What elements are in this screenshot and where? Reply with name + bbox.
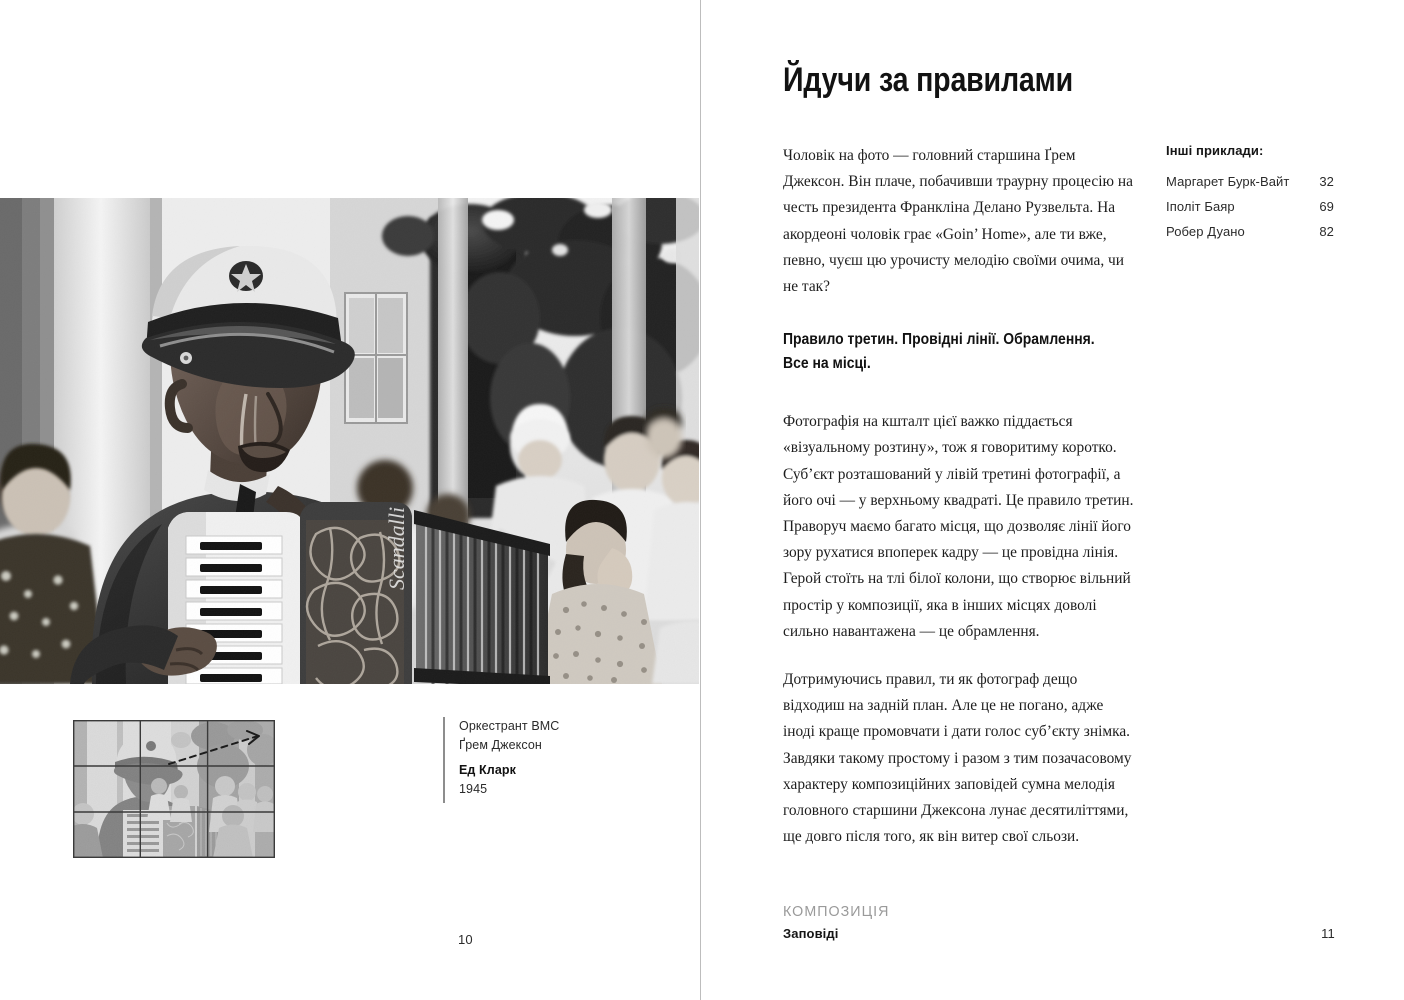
photograph-illustration: [0, 198, 699, 684]
related-example-page: 69: [1319, 199, 1334, 214]
footer-category: КОМПОЗИЦІЯ: [783, 903, 890, 920]
caption-subject: Ґрем Джексон: [459, 738, 542, 752]
page-footer: [783, 903, 1335, 941]
page-title: Йдучи за правилами: [783, 61, 1073, 99]
related-example-row[interactable]: [1166, 219, 1334, 244]
related-example-page: 82: [1319, 224, 1334, 239]
related-example-name: Маргарет Бурк-Вайт: [1166, 174, 1290, 189]
subheading-line-1: Правило третин. Провідні лінії. Обрамлення.: [783, 331, 1095, 349]
related-example-row[interactable]: [1166, 194, 1334, 219]
related-example-row[interactable]: [1166, 169, 1334, 194]
body-paragraph-2: Дотримуючись правил, ти як фотограф дещо відходиш на задній план. Але це не погано, адже іноді краще промовчати і дати голос суб’єкту знімка. Завдяки такому простому і разом з тим позачасовому характеру композиційних заповідей сумна мелодія головного старшини Джексона лунає десятиліттями, ще довго після того, як він витер свої сльози.: [783, 671, 1132, 846]
related-examples-panel: [1166, 143, 1334, 244]
folio-right: 11: [1321, 926, 1335, 941]
main-text-column: [783, 143, 1135, 850]
intro-paragraph: Чоловік на фото — головний старшина Ґрем Джексон. Він плаче, побачивши траурну процесію на честь президента Франкліна Делано Рузвельта. На акордеоні чоловік грає «Goin’ Home», але ти вже, певно, чуєш цю урочисту мелодію своїми очима, чи не так?: [783, 147, 1133, 296]
related-example-name: Робер Дуано: [1166, 224, 1245, 239]
body-paragraph-1: Фотографія на кшталт цієї важко піддається «візуальному розтину», тож я говоритиму коротко. Суб’єкт розташований у лівій третині фотографії, а його очі — у верхньому квадраті. Це правило третин. Праворуч маємо багато місця, що дозволяє лінії його зору рухатися впоперек кадру — це провідна лінія. Герой стоїть на тлі білої колони, що створює вільний простір у композиції, яка в інших місцях доволі сильно навантажена — це обрамлення.: [783, 413, 1134, 640]
caption-author: Ед Кларк: [459, 763, 516, 777]
related-example-name: Іполіт Баяр: [1166, 199, 1235, 214]
related-examples-title: Інші приклади:: [1166, 143, 1264, 158]
caption-year: 1945: [459, 782, 488, 796]
thumbnail-illustration: [73, 720, 275, 858]
related-example-page: 32: [1319, 174, 1334, 189]
rule-of-thirds-thumbnail: [73, 720, 275, 858]
main-photograph: [0, 198, 699, 684]
spine-divider: [700, 0, 701, 1000]
folio-left: 10: [458, 932, 473, 947]
footer-row: [783, 926, 1335, 941]
photo-caption: [443, 717, 559, 803]
caption-role: Оркестрант ВМС: [459, 719, 560, 733]
footer-section: Заповіді: [783, 926, 839, 941]
subheading-line-2: Все на місці.: [783, 355, 871, 373]
